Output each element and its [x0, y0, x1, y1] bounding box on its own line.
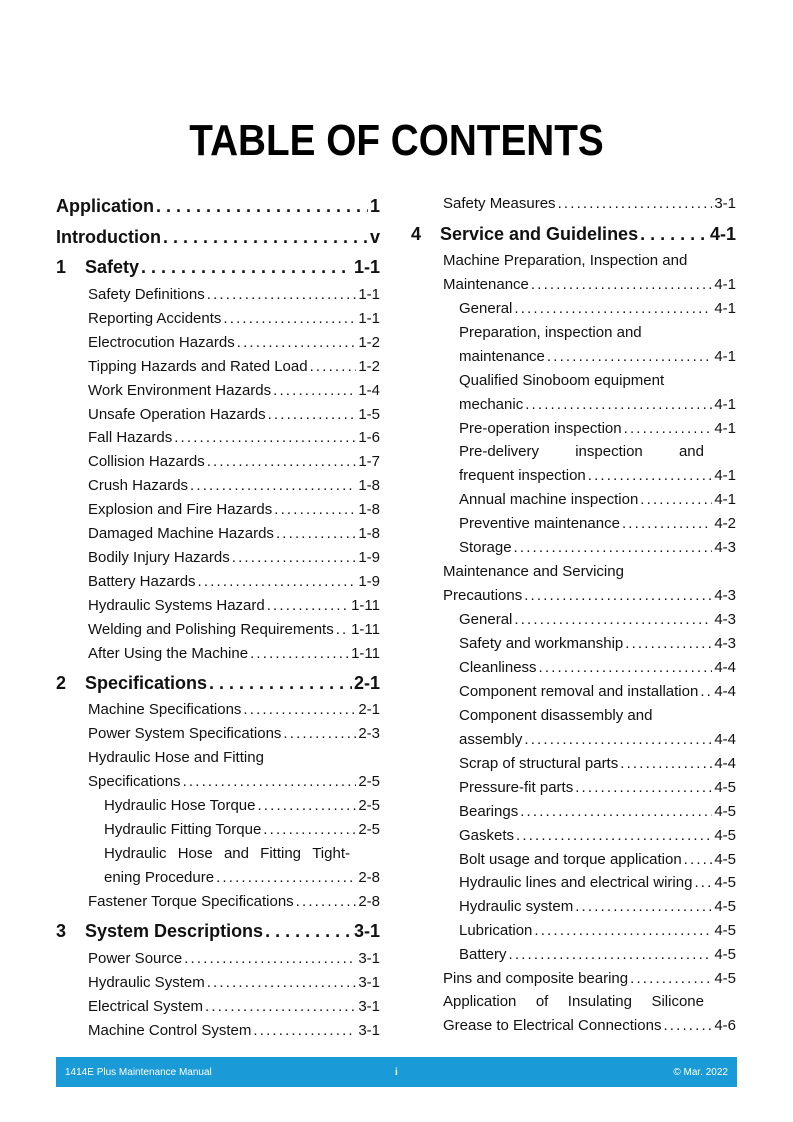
toc-entry[interactable]: Explosion and Fire Hazards . . . 1-8	[88, 501, 380, 518]
toc-entry[interactable]: Collision Hazards . . . 1-7	[88, 453, 380, 470]
toc-chapter-2[interactable]: 2 Specifications . . . 2-1	[56, 673, 380, 694]
toc-entry-cleanliness[interactable]: Cleanliness . . . 4-4	[459, 659, 736, 676]
toc-entry-qualified-line1: Qualified Sinoboom equipment	[459, 372, 665, 389]
toc-entry-pins-bearing[interactable]: Pins and composite bearing . . . 4-5	[443, 970, 736, 987]
footer-manual-title: 1414E Plus Maintenance Manual	[65, 1067, 212, 1078]
toc-entry-pressfit[interactable]: Pressure-fit parts . . . 4-5	[459, 779, 736, 796]
toc-entry-general2[interactable]: General . . . 4-3	[459, 611, 736, 628]
toc-entry-introduction[interactable]: Introduction . . . v	[56, 227, 380, 248]
toc-entry-tightening-procedure[interactable]: ening Procedure . . . 2-8	[104, 869, 380, 886]
toc-chapter-3[interactable]: 3 System Descriptions . . . 3-1	[56, 921, 380, 942]
toc-entry-silicone-line1: Application of Insulating Silicone	[443, 993, 704, 1010]
toc-entry-hyd-lines[interactable]: Hydraulic lines and electrical wiring . . . 4-5	[459, 874, 736, 891]
toc-entry-maintenance-precautions[interactable]: Precautions . . . 4-3	[443, 587, 736, 604]
footer-date: © Mar. 2022	[673, 1067, 728, 1078]
toc-entry-application[interactable]: Application . . . 1	[56, 196, 380, 217]
toc-entry-machine-specifications[interactable]: Machine Specifications . . . 2-1	[88, 701, 380, 718]
toc-entry-general-1[interactable]: General . . . 4-1	[459, 300, 736, 317]
toc-entry[interactable]: Reporting Accidents . . . 1-1	[88, 310, 380, 327]
toc-entry-battery[interactable]: Battery . . . 4-5	[459, 946, 736, 963]
toc-entry[interactable]: Welding and Polishing Requirements . . . 1-11	[88, 621, 380, 638]
toc-entry-bearings[interactable]: Bearings . . . 4-5	[459, 803, 736, 820]
toc-entry[interactable]: Damaged Machine Hazards . . . 1-8	[88, 525, 380, 542]
toc-entry[interactable]: Power Source . . . 3-1	[88, 950, 380, 967]
toc-entry-machine-preparation[interactable]: Maintenance . . . 4-1	[443, 276, 736, 293]
toc-entry-safety-measures[interactable]: Safety Measures . . . 3-1	[443, 195, 736, 212]
footer-page-number: i	[395, 1067, 398, 1078]
toc-entry-hyd-system[interactable]: Hydraulic system . . . 4-5	[459, 898, 736, 915]
toc-entry-bolt[interactable]: Bolt usage and torque application . . . 4-5	[459, 851, 736, 868]
toc-entry-removal[interactable]: Component removal and installation . . . 4-4	[459, 683, 736, 700]
toc-entry[interactable]: Crush Hazards . . . 1-8	[88, 477, 380, 494]
toc-entry[interactable]: Machine Control System . . . 3-1	[88, 1022, 380, 1039]
toc-entry-predelivery[interactable]: frequent inspection . . . 4-1	[459, 467, 736, 484]
toc-entry-tightening-line1: Hydraulic Hose and Fitting Tight-	[104, 845, 350, 862]
toc-entry-lubrication[interactable]: Lubrication . . . 4-5	[459, 922, 736, 939]
toc-entry[interactable]: Work Environment Hazards . . . 1-4	[88, 382, 380, 399]
toc-entry[interactable]: Battery Hazards . . . 1-9	[88, 573, 380, 590]
toc-entry-maintenance-line1: Maintenance and Servicing	[443, 563, 624, 580]
toc-entry[interactable]: Tipping Hazards and Rated Load . . . 1-2	[88, 358, 380, 375]
toc-chapter-4[interactable]: 4 Service and Guidelines . . . 4-1	[411, 224, 736, 245]
toc-entry[interactable]: Fall Hazards . . . 1-6	[88, 429, 380, 446]
toc-entry-hose-fitting-line1: Hydraulic Hose and Fitting	[88, 749, 264, 766]
toc-entry[interactable]: Electrocution Hazards . . . 1-2	[88, 334, 380, 351]
toc-entry-hose-fitting-specifications[interactable]: Specifications . . . 2-5	[88, 773, 380, 790]
toc-entry[interactable]: Bodily Injury Hazards . . . 1-9	[88, 549, 380, 566]
toc-entry[interactable]: After Using the Machine . . . 1-11	[88, 645, 380, 662]
toc-entry-prep-inspection[interactable]: maintenance . . . 4-1	[459, 348, 736, 365]
toc-entry[interactable]: Unsafe Operation Hazards . . . 1-5	[88, 406, 380, 423]
toc-entry[interactable]: Hydraulic System . . . 3-1	[88, 974, 380, 991]
toc-entry-predelivery-line1: Pre-delivery inspection and	[459, 443, 704, 460]
toc-entry-annual-inspection[interactable]: Annual machine inspection . . . 4-1	[459, 491, 736, 508]
toc-entry-gaskets[interactable]: Gaskets . . . 4-5	[459, 827, 736, 844]
toc-entry-preventive-maintenance[interactable]: Preventive maintenance . . . 4-2	[459, 515, 736, 532]
toc-entry[interactable]: Hydraulic Systems Hazard . . . 1-11	[88, 597, 380, 614]
toc-entry-pre-operation[interactable]: Pre-operation inspection . . . 4-1	[459, 420, 736, 437]
toc-entry-prep-inspection-line1: Preparation, inspection and	[459, 324, 642, 341]
page-title: TABLE OF CONTENTS	[189, 116, 604, 165]
toc-entry-machine-preparation-line1: Machine Preparation, Inspection and	[443, 252, 688, 269]
toc-chapter-1[interactable]: 1 Safety . . . 1-1	[56, 257, 380, 278]
toc-entry[interactable]: Electrical System . . . 3-1	[88, 998, 380, 1015]
toc-entry-storage[interactable]: Storage . . . 4-3	[459, 539, 736, 556]
toc-entry-scrap[interactable]: Scrap of structural parts . . . 4-4	[459, 755, 736, 772]
toc-entry[interactable]: Safety Definitions . . . 1-1	[88, 286, 380, 303]
toc-entry-hydraulic-fitting-torque[interactable]: Hydraulic Fitting Torque . . . 2-5	[104, 821, 380, 838]
toc-entry-silicone-grease[interactable]: Grease to Electrical Connections . . . 4-6	[443, 1017, 736, 1034]
toc-entry-disassembly-line1: Component disassembly and	[459, 707, 653, 724]
toc-entry-power-system-specifications[interactable]: Power System Specifications . . . 2-3	[88, 725, 380, 742]
toc-entry-hydraulic-hose-torque[interactable]: Hydraulic Hose Torque . . . 2-5	[104, 797, 380, 814]
toc-entry-disassembly[interactable]: assembly . . . 4-4	[459, 731, 736, 748]
toc-entry-fastener-torque[interactable]: Fastener Torque Specifications . . . 2-8	[88, 893, 380, 910]
toc-entry-qualified-mechanic[interactable]: mechanic . . . 4-1	[459, 396, 736, 413]
page-footer	[56, 1057, 737, 1087]
toc-entry-safety-work[interactable]: Safety and workmanship . . . 4-3	[459, 635, 736, 652]
